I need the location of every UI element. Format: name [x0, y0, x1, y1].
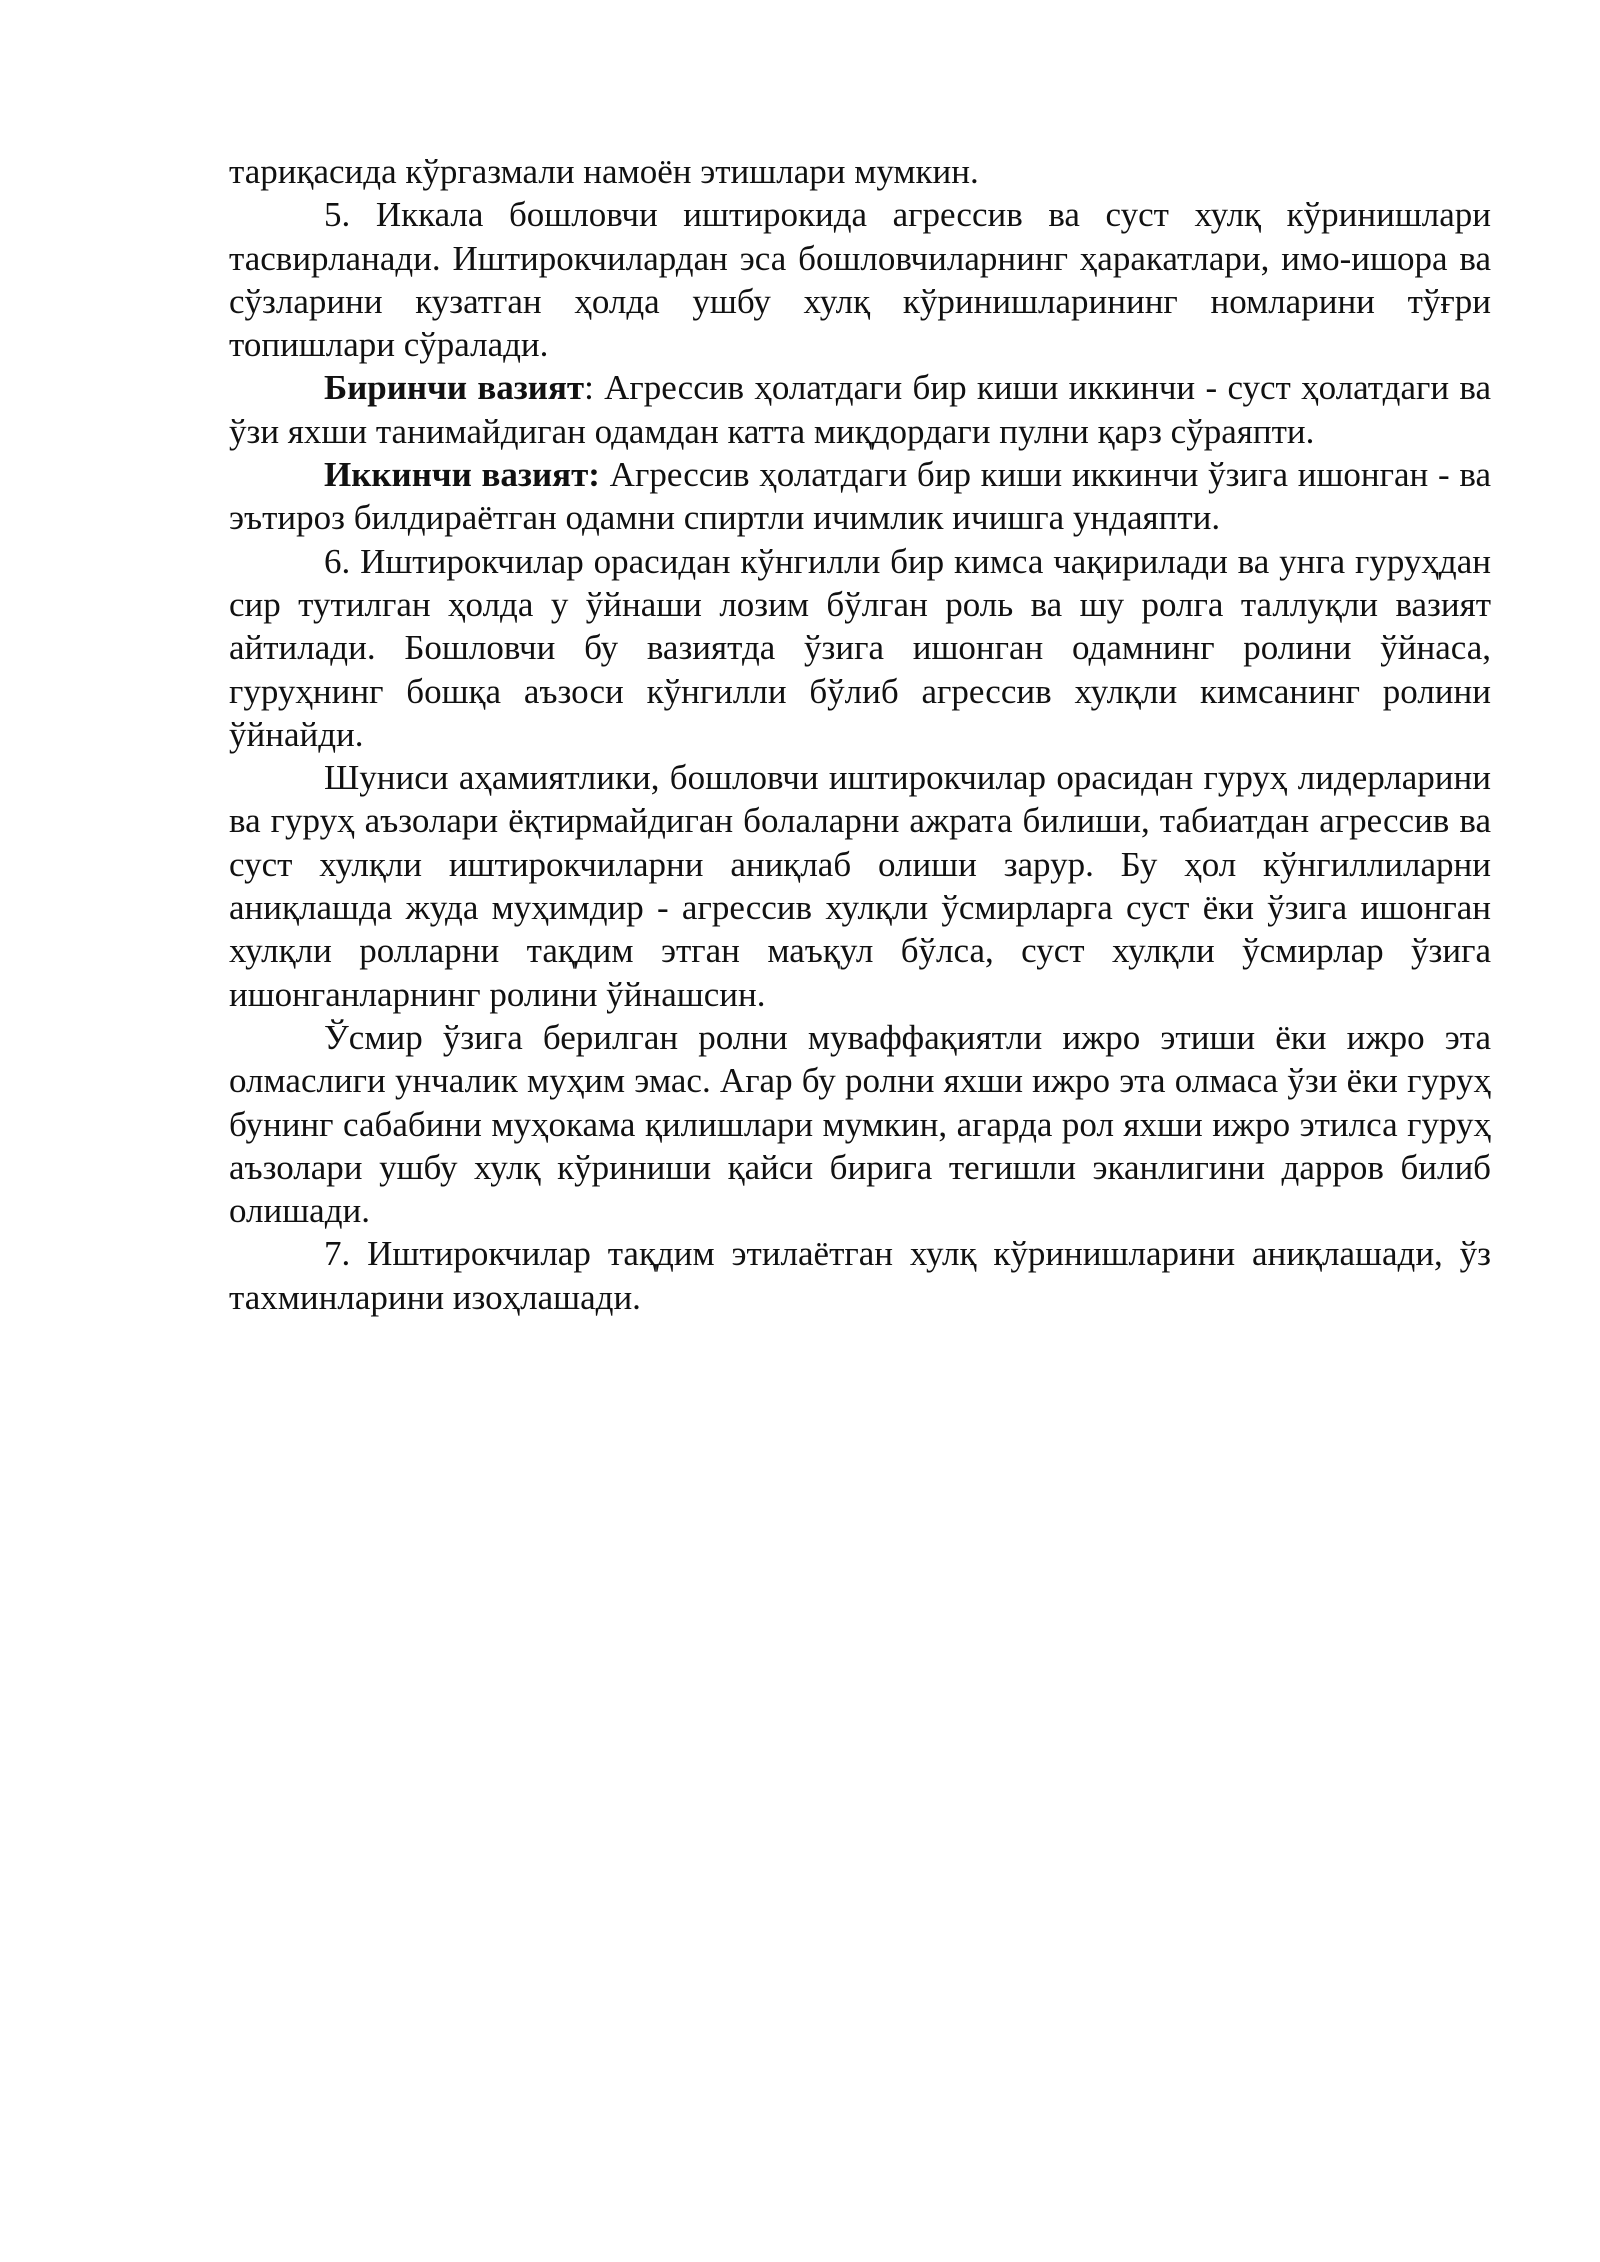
document-page — [229, 150, 1491, 1319]
situation-2-label: Иккинчи вазият: — [324, 455, 600, 495]
paragraph-continuation: тариқасида кўргазмали намоён этишлари мумкин. — [229, 152, 979, 191]
paragraph-situation-2 — [229, 453, 1491, 540]
situation-1-label: Биринчи вазият — [324, 368, 585, 408]
situation-2-text: Агрессив ҳолатдаги бир киши иккинчи ўзига ишонган - ва эътироз билдираётган одамни спиртли ичимлик ичишга ундаяпти. — [229, 455, 1491, 538]
paragraph-importance: Шуниси аҳамиятлики, бошловчи иштирокчилар орасидан гуруҳ лидерларини ва гуруҳ аъзолари ёқтирмайдиган болаларни ажрата билиши, табиатдан агрессив ва суст хулқли иштирокчиларни аниқлаб олиши зарур. Бу ҳол кўнгиллиларни аниқлашда жуда муҳимдир - агрессив хулқли ўсмирларга суст ёки ўзига ишонган хулқли ролларни тақдим этган маъқул бўлса, суст хулқли ўсмирлар ўзига ишонганларнинг ролини ўйнашсин. — [229, 758, 1491, 1014]
paragraph-teen-role: Ўсмир ўзига берилган ролни муваффақиятли ижро этиши ёки ижро эта олмаслиги унчалик муҳим эмас. Агар бу ролни яхши ижро эта олмаса ўзи ёки гуруҳ бунинг сабабини муҳокама қилишлари мумкин, агарда рол яхши ижро этилса гуруҳ аъзолари ушбу хулқ кўриниши қайси бирига тегишли эканлигини дарров билиб олишади. — [229, 1017, 1491, 1231]
paragraph-step-7: 7. Иштирокчилар тақдим этилаётган хулқ кўринишларини аниқлашади, ўз тахминларини изоҳлашади. — [229, 1234, 1491, 1317]
paragraph-step-5: 5. Иккала бошловчи иштирокида агрессив ва суст хулқ кўринишлари тасвирланади. Иштирокчилардан эса бошловчиларнинг ҳаракатлари, имо-ишора ва сўзларини кузатган ҳолда ушбу хулқ кўринишларининг номларини тўғри топишлари сўралади. — [229, 195, 1491, 365]
situation-1-text: : Агрессив ҳолатдаги бир киши иккинчи - суст ҳолатдаги ва ўзи яхши танимайдиган одамдан катта миқдордаги пулни қарз сўраяпти. — [229, 368, 1491, 451]
paragraph-step-6: 6. Иштирокчилар орасидан кўнгилли бир кимса чақирилади ва унга гуруҳдан сир тутилган ҳолда у ўйнаши лозим бўлган роль ва шу ролга таллуқли вазият айтилади. Бошловчи бу вазиятда ўзига ишонган одамнинг ролини ўйнаса, гуруҳнинг бошқа аъзоси кўнгилли бўлиб агрессив хулқли кимсанинг ролини ўйнайди. — [229, 541, 1491, 754]
paragraph-situation-1 — [229, 366, 1491, 453]
